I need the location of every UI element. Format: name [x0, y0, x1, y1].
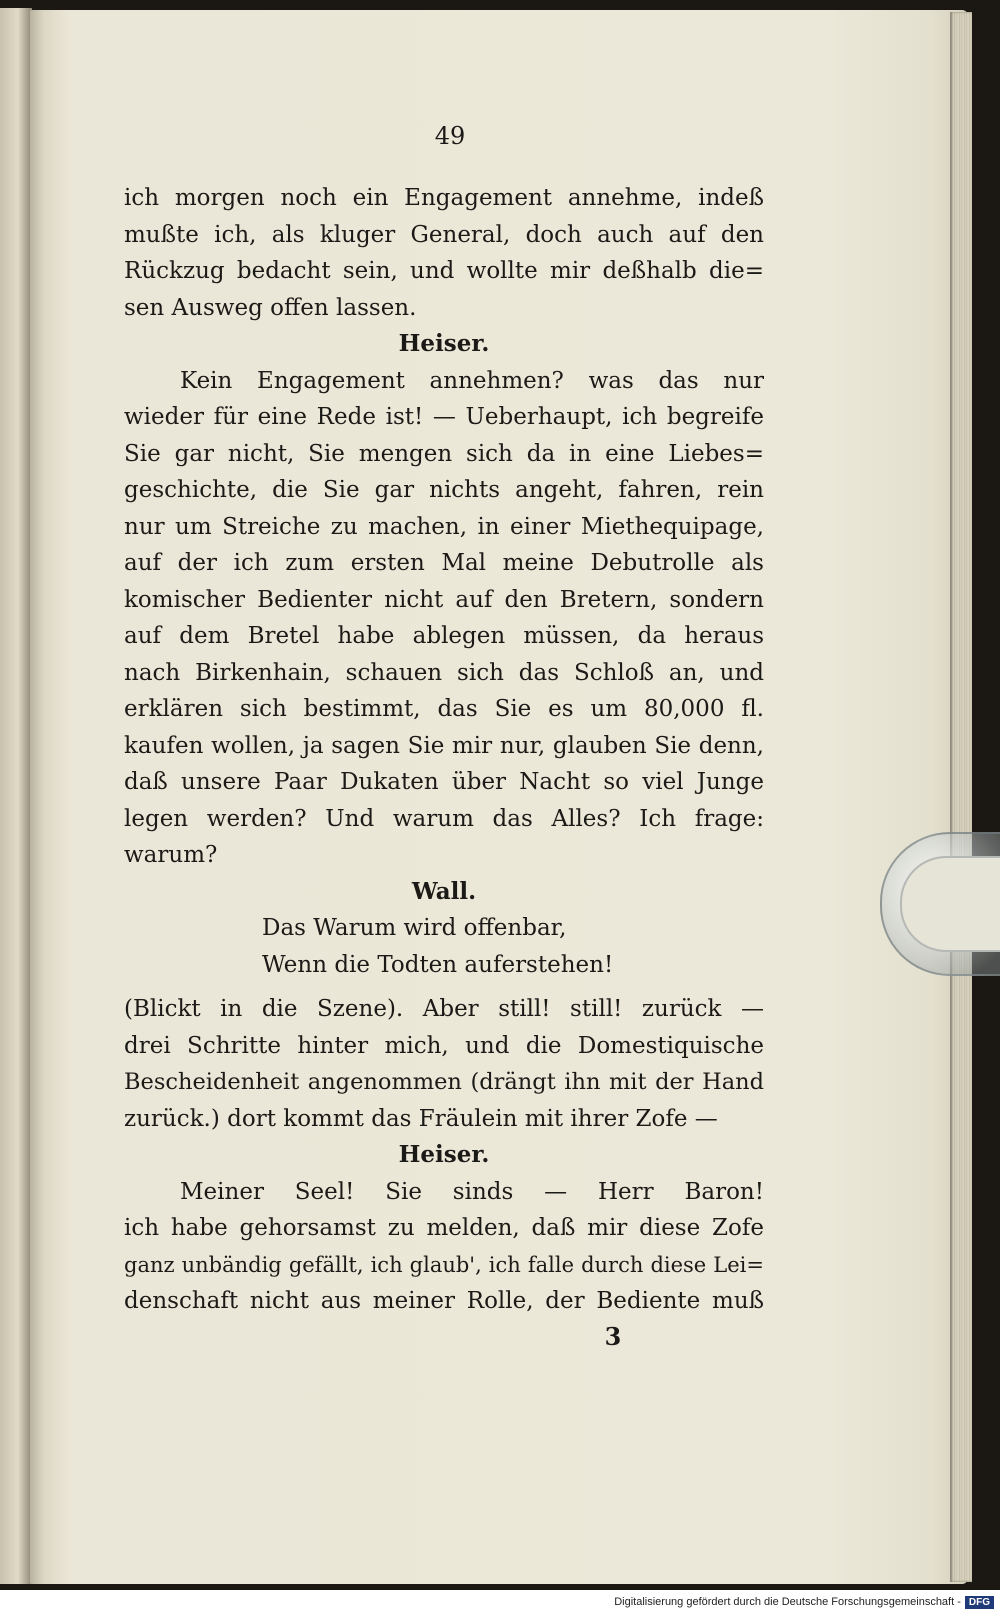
text-line: komischer Bedienter nicht auf den Bretern, sondern	[124, 586, 764, 613]
text-line: Rückzug bedacht sein, und wollte mir deßhalb die=	[124, 258, 764, 284]
text-line: drei Schritte hinter mich, und die Domestiquische	[124, 1032, 764, 1059]
text-line: erklären sich bestimmt, das Sie es um 80,000 fl.	[124, 696, 764, 722]
signature-mark: 3	[604, 1322, 622, 1351]
dfg-logo: DFG	[965, 1596, 994, 1609]
page-number: 49	[434, 122, 466, 150]
text-line: denschaft nicht aus meiner Rolle, der Bediente muß	[124, 1288, 764, 1314]
text-line: kaufen wollen, ja sagen Sie mir nur, glauben Sie denn,	[124, 732, 764, 759]
footer-text: Digitalisierung gefördert durch die Deutsche Forschungsgemeinschaft -	[614, 1596, 961, 1608]
text-line: auf der ich zum ersten Mal meine Debutrolle als	[124, 550, 764, 576]
text-line: nur um Streiche zu machen, in einer Miethequipage,	[124, 513, 764, 540]
page-stack-edge	[950, 12, 972, 1582]
text-line: mußte ich, als kluger General, doch auch auf den	[124, 221, 764, 248]
text-line: ich morgen noch ein Engagement annehme, indeß	[124, 185, 764, 211]
previous-page-edge	[0, 8, 32, 1584]
speaker-name: Wall.	[411, 877, 477, 905]
footer-credit	[614, 1592, 994, 1612]
text-line: ich habe gehorsamst zu melden, daß mir diese Zofe	[124, 1215, 764, 1241]
verse-line: Das Warum wird offenbar,	[262, 915, 567, 941]
text-line: wieder für eine Rede ist! — Ueberhaupt, ich begreife	[124, 404, 764, 430]
text-line: zurück.) dort kommt das Fräulein mit ihrer Zofe —	[124, 1105, 718, 1132]
text-line: Meiner Seel! Sie sinds — Herr Baron!	[180, 1178, 764, 1205]
speaker-name: Heiser.	[398, 1141, 490, 1168]
text-line: Bescheidenheit angenommen (drängt ihn mit der Hand	[124, 1069, 764, 1095]
text-line: legen werden? Und warum das Alles? Ich frage:	[124, 805, 764, 832]
text-line: auf dem Bretel habe ablegen müssen, da heraus	[124, 623, 764, 649]
text-line: Sie gar nicht, Sie mengen sich da in eine Liebes=	[124, 440, 764, 467]
speaker-name: Heiser.	[398, 330, 490, 357]
page-clip-inner	[900, 856, 1000, 952]
verse-line: Wenn die Todten auferstehen!	[262, 951, 614, 978]
text-line: geschichte, die Sie gar nichts angeht, fahren, rein	[124, 477, 764, 503]
text-line: daß unsere Paar Dukaten über Nacht so viel Junge	[124, 769, 764, 795]
text-line: (Blickt in die Szene). Aber still! still! zurück —	[124, 996, 764, 1022]
text-line: nach Birkenhain, schauen sich das Schloß an, und	[124, 659, 764, 686]
text-line: sen Ausweg offen lassen.	[124, 294, 417, 321]
text-line: Kein Engagement annehmen? was das nur	[180, 367, 764, 394]
text-line: ganz unbändig gefällt, ich glaub', ich falle durch diese Lei=	[124, 1252, 764, 1277]
text-line: warum?	[124, 842, 218, 868]
text-block	[124, 180, 764, 1320]
